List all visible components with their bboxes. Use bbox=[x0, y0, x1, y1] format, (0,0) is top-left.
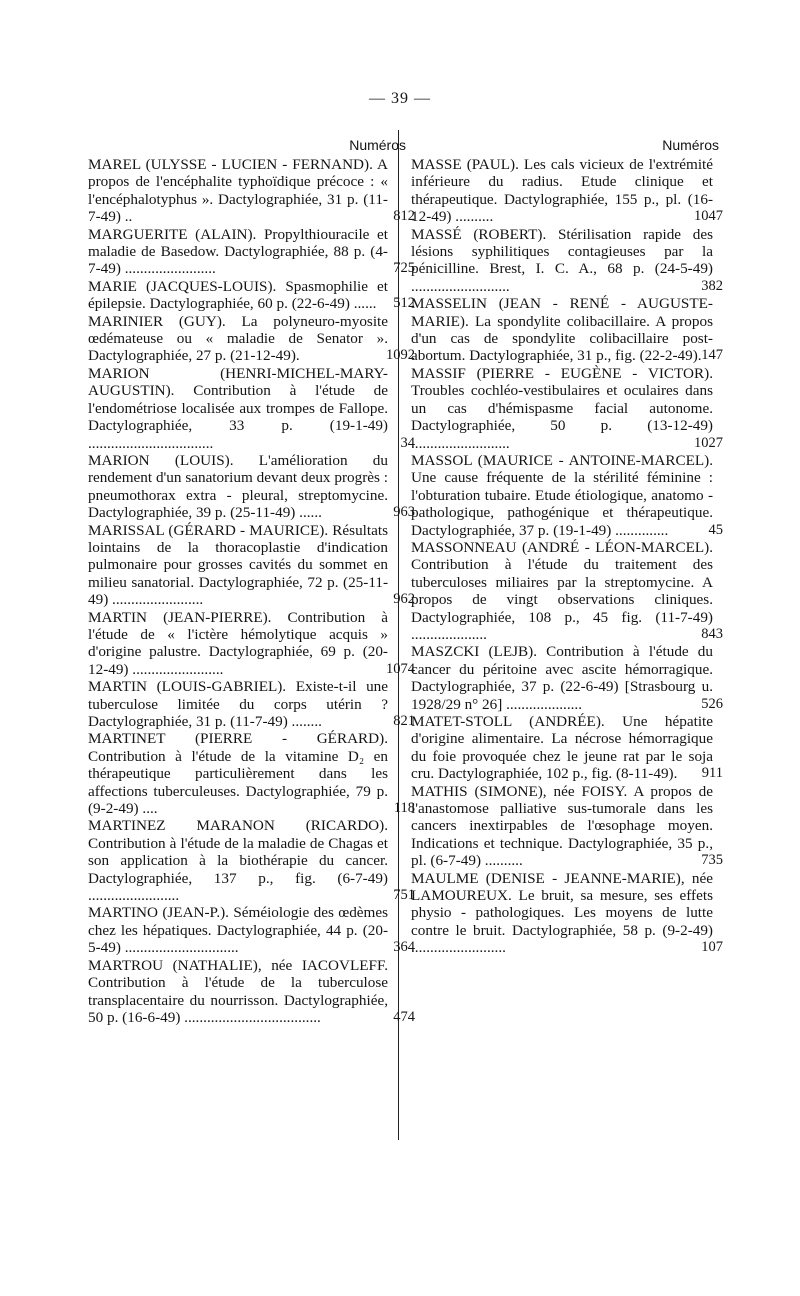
left-column bbox=[88, 134, 415, 1026]
entry-text: MASZCKI (LEJB). Contribution à l'étude du cancer du péritoine avec ascite hémorragique. Dactylographiée, 37 p. (22-6-49) [Strasbourg u. 1928/29 n° 26] .................... bbox=[411, 643, 713, 713]
index-entry bbox=[88, 730, 415, 818]
index-entry bbox=[88, 956, 415, 1027]
entry-text: MAREL (ULYSSE - LUCIEN - FERNAND). A propos de l'encéphalite typhoïdique précoce : « l'encéphalotyphus ». Dactylographiée, 31 p. (11-7-49) .. bbox=[88, 156, 388, 226]
entry-number: 735 bbox=[701, 852, 723, 869]
index-entry bbox=[88, 817, 415, 905]
entry-text: MARION (HENRI-MICHEL-MARY-AUGUSTIN). Contribution à l'étude de l'endométriose localisée aux trompes de Fallope. Dactylographiée, 33 p. (19-1-49) ................................. bbox=[88, 364, 388, 452]
entry-text: MARTINET (PIERRE - GÉRARD). Contribution à l'étude de la vitamine D₂ en thérapeutique particulièrement dans les affections tuberculeuses. Dactylographiée, 79 p. (9-2-49) .... bbox=[88, 730, 388, 818]
entry-number: 843 bbox=[701, 625, 723, 642]
entry-number: 512 bbox=[393, 295, 415, 312]
entry-text: MARTROU (NATHALIE), née IACOVLEFF. Contribution à l'étude de la tuberculose transplacentaire du nourrisson. Dactylographiée, 50 p. (16-6-49) .................................... bbox=[88, 956, 388, 1026]
entry-text: MARTINEZ MARANON (RICARDO). Contribution à l'étude de la maladie de Chagas et son application à la biothérapie du cancer. Dactylographiée, 137 p., fig. (6-7-49) ........................ bbox=[88, 817, 388, 905]
entry-number: 963 bbox=[393, 504, 415, 521]
page-number: — 39 — bbox=[369, 90, 431, 107]
index-entry bbox=[88, 364, 415, 452]
entry-text: MASSONNEAU (ANDRÉ - LÉON-MARCEL). Contribution à l'étude du traitement des tuberculoses miliaires par la streptomycine. A propos de vingt observations cliniques. Dactylographiée, 108 p., 45 fig. (11-7-49) .................... bbox=[411, 538, 713, 643]
entry-text: MARGUERITE (ALAIN). Propylthiouracile et maladie de Basedow. Dactylographiée, 88 p. (4-7-49) ........................ bbox=[88, 225, 388, 278]
entry-number: 118 bbox=[393, 800, 415, 817]
index-entry bbox=[411, 364, 723, 452]
entry-number: 751 bbox=[393, 887, 415, 904]
index-entry bbox=[88, 451, 415, 522]
entry-number: 1074 bbox=[386, 660, 415, 677]
entry-number: 911 bbox=[701, 765, 723, 782]
left-entries bbox=[88, 156, 415, 1026]
entry-number: 474 bbox=[393, 1008, 415, 1025]
right-entries bbox=[411, 156, 723, 957]
entry-number: 812 bbox=[393, 208, 415, 225]
index-entry bbox=[411, 538, 723, 643]
entry-text: MARIE (JACQUES-LOUIS). Spasmophilie et épilepsie. Dactylographiée, 60 p. (22-6-49) ...... bbox=[88, 277, 388, 313]
entry-text: MASSELIN (JEAN - RENÉ - AUGUSTE-MARIE). La spondylite colibacillaire. A propos d'un cas de spondylite colibacillaire post-abortum. Dactylographiée, 31 p., fig. (22-2-49). bbox=[411, 295, 713, 365]
entry-number: 107 bbox=[701, 939, 723, 956]
entry-number: 725 bbox=[393, 260, 415, 277]
index-entry bbox=[88, 521, 415, 609]
entry-number: 1027 bbox=[694, 434, 723, 451]
right-column bbox=[411, 134, 723, 957]
index-entry bbox=[411, 451, 723, 539]
index-entry bbox=[88, 608, 415, 679]
index-entry bbox=[88, 312, 415, 365]
entry-text: MATHIS (SIMONE), née FOISY. A propos de l'anastomose palliative sus-tumorale dans les cancers inextirpables de l'œsophage moyen. Indications et technique. Dactylographiée, 35 p., pl. (6-7-49) .......... bbox=[411, 782, 713, 870]
index-entry bbox=[411, 643, 723, 713]
index-entry bbox=[88, 156, 415, 226]
entry-text: MARINIER (GUY). La polyneuro-myosite œdémateuse ou « maladie de Senator ». Dactylographiée, 27 p. (21-12-49). bbox=[88, 312, 388, 365]
index-entry bbox=[88, 904, 415, 957]
index-entry bbox=[411, 156, 723, 226]
index-entry bbox=[411, 713, 723, 783]
entry-text: MARTIN (JEAN-PIERRE). Contribution à l'étude de « l'ictère hémolytique acquis » d'origine palustre. Dactylographiée, 69 p. (20-12-49) ........................ bbox=[88, 608, 388, 678]
index-entry bbox=[88, 678, 415, 730]
index-entry bbox=[88, 225, 415, 278]
entry-number: 147 bbox=[701, 347, 723, 364]
entry-text: MARION (LOUIS). L'amélioration du rendement d'un sanatorium devant deux progrès : pneumothorax extra - pleural, streptomycine. Dactylographiée, 39 p. (25-11-49) ...... bbox=[88, 451, 388, 522]
entry-number: 45 bbox=[708, 521, 723, 538]
index-entry bbox=[411, 869, 723, 957]
entry-number: 1092 bbox=[386, 347, 415, 364]
entry-text: MATET-STOLL (ANDRÉE). Une hépatite d'origine alimentaire. La nécrose hémorragique du foie provoquée chez le jeune rat par le soja cru. Dactylographiée, 102 p., fig. (8-11-49). bbox=[411, 713, 713, 783]
entry-number: 382 bbox=[701, 277, 723, 294]
left-column-header: Numéros bbox=[349, 137, 406, 153]
entry-text: MASSOL (MAURICE - ANTOINE-MARCEL). Une cause fréquente de la stérilité féminine : l'obturation tubaire. Etude étiologique, anatomo - pathologique, pathogénique et thérapeutique. Dactylographiée, 37 p. (19-1-49) .............. bbox=[411, 451, 713, 539]
entry-number: 821 bbox=[393, 713, 415, 729]
entry-number: 962 bbox=[393, 591, 415, 608]
entry-text: MASSÉ (ROBERT). Stérilisation rapide des lésions syphilitiques contagieuses par la pénicilline. Brest, I. C. A., 68 p. (24-5-49) .......................... bbox=[411, 225, 713, 295]
entry-number: 1047 bbox=[694, 208, 723, 225]
entry-text: MAULME (DENISE - JEANNE-MARIE), née LAMOUREUX. Le bruit, sa mesure, ses effets physio - pathologiques. Les moyens de lutte contre le bruit. Dactylographiée, 58 p. (9-2-49) ......................... bbox=[411, 869, 713, 957]
entry-text: MASSE (PAUL). Les cals vicieux de l'extrémité inférieure du radius. Etude clinique et thérapeutique. Dactylographiée, 155 p., pl. (16-12-49) .......... bbox=[411, 156, 713, 226]
index-entry bbox=[411, 782, 723, 870]
index-entry bbox=[411, 225, 723, 296]
entry-text: MARISSAL (GÉRARD - MAURICE). Résultats lointains de la thoracoplastie d'indication pulmonaire pour grosses cavités du sommet en milieu sanatorial. Dactylographiée, 72 p. (25-11-49) ........................ bbox=[88, 521, 388, 609]
index-entry bbox=[88, 277, 415, 313]
right-column-header: Numéros bbox=[662, 137, 719, 153]
entry-number: 34 bbox=[400, 434, 415, 451]
column-divider bbox=[398, 130, 399, 1140]
index-entry bbox=[411, 295, 723, 365]
entry-text: MARTINO (JEAN-P.). Séméiologie des œdèmes chez les hépatiques. Dactylographiée, 44 p. (20-5-49) .............................. bbox=[88, 904, 388, 957]
entry-text: MARTIN (LOUIS-GABRIEL). Existe-t-il une tuberculose limitée du corps utérin ? Dactylographiée, 31 p. (11-7-49) ........ bbox=[88, 678, 388, 730]
entry-number: 364 bbox=[393, 939, 415, 956]
entry-number: 526 bbox=[701, 695, 723, 712]
entry-text: MASSIF (PIERRE - EUGÈNE - VICTOR). Troubles cochléo-vestibulaires et oculaires dans un cas d'hémispasme facial autonome. Dactylographiée, 50 p. (13-12-49) .......................... bbox=[411, 364, 713, 452]
